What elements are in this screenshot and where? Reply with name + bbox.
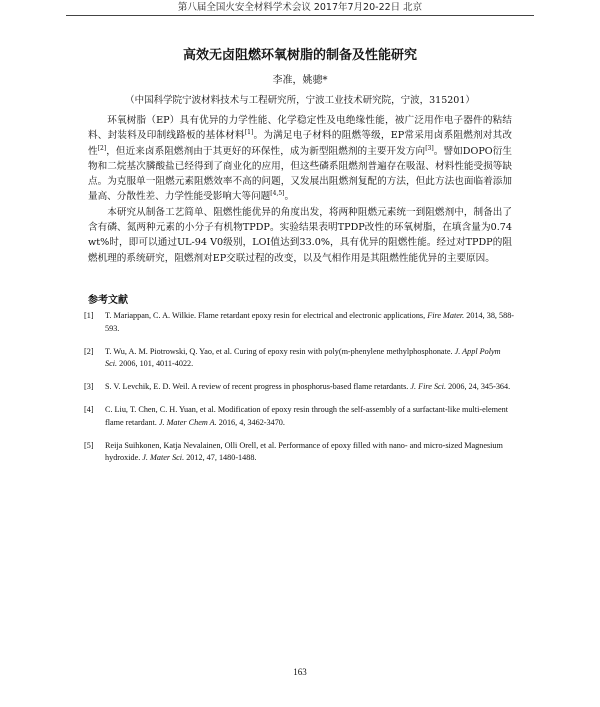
reference-details: 2006, 24, 345-364.	[446, 382, 511, 391]
paragraph-text: 环氧树脂（EP）具有优异的力学性能、化学稳定性及电绝缘性能，被广泛用作电子器件的粘结料、封装料及印制线路板的基体材料	[88, 115, 512, 142]
reference-journal: Fire Mater.	[427, 311, 465, 320]
reference-item	[84, 440, 514, 465]
reference-journal: J. Fire Sci.	[410, 382, 447, 391]
paragraph-text: 。譬如DOPO衍生物和二烷基次膦酸盐已经得到了商业化的应用，但这些磷系阻燃剂普遍存在吸湿、材料性能受损等缺点。为克服单一阻燃元素阻燃效率不高的问题，又发展出阻燃剂复配的方法，但此方法也面临着添加量高、分散性差、力学性能受影响大等问题	[88, 145, 512, 203]
paragraph-text: 本研究从制备工艺简单、阻燃性能优异的角度出发，将两种阻燃元素统一到阻燃剂中，制备出了含有磷、氮两种元素的小分子有机物TPDP。实验结果表明TPDP改性的环氧树脂，在填含量为0.74 wt%时，即可以通过UL-94 V0级别，LOI值达到33.0%，具有优异的阻燃性能。经过对TPDP的阻燃机理的系统研究，阻燃剂对EP交联过程的改变，以及气相作用是其阻燃性能优异的主要原因。	[88, 206, 512, 264]
citation-marker: [1]	[244, 129, 254, 137]
reference-text: S. V. Levchik, E. D. Weil. A review of recent progress in phosphorus-based flame retardants.	[105, 382, 411, 391]
reference-number: [3]	[84, 382, 94, 391]
reference-number: [2]	[84, 346, 94, 356]
paragraph-1	[88, 113, 512, 205]
citation-marker: [4,5]	[270, 190, 285, 198]
citation-marker: [3]	[425, 144, 434, 152]
reference-journal: J. Mater Chem A.	[158, 417, 217, 427]
reference-item	[84, 310, 514, 335]
paragraph-2	[88, 205, 512, 266]
reference-details: 2012, 47, 1480-1488.	[184, 453, 257, 462]
page-number: 163	[293, 667, 307, 677]
authors: 李准，姚骢*	[272, 75, 328, 86]
reference-number: [4]	[84, 405, 94, 414]
affiliation: （中国科学院宁波材料技术与工程研究所，宁波工业技术研究院，宁波，315201）	[125, 95, 475, 106]
paper-title: 高效无卤阻燃环氧树脂的制备及性能研究	[182, 48, 417, 63]
paragraph-text: ，但近来卤系阻燃剂由于其更好的环保性，成为新型阻燃剂的主要开发方向	[106, 145, 426, 157]
reference-list	[84, 310, 514, 475]
paragraph-text: 。	[284, 191, 295, 203]
reference-number: [5]	[84, 440, 94, 450]
reference-item	[84, 346, 514, 371]
reference-details: 2006, 101, 4011-4022.	[117, 359, 194, 368]
header-rule	[66, 15, 534, 16]
paragraph-text: 。为满足电子材料的阻燃等级，EP常采用卤系阻燃剂对其改性	[88, 130, 512, 157]
abstract-body	[88, 113, 512, 266]
reference-text: T. Wu, A. M. Piotrowski, Q. Yao, et al. Curing of epoxy resin with poly(m-phenylene methylphosphonate.	[105, 346, 455, 356]
reference-text: C. Liu, T. Chen, C. H. Yuan, et al. Modification of epoxy resin through the self-assembly of a surfactant-like multi-element flame retardant.	[105, 405, 508, 427]
reference-item	[84, 381, 514, 394]
conference-header: 第八届全国火安全材料学术会议 2017年7月20-22日 北京	[177, 2, 423, 13]
citation-marker: [2]	[97, 144, 107, 152]
reference-text: T. Mariappan, C. A. Wilkie. Flame retardant epoxy resin for electrical and electronic applications,	[105, 311, 428, 320]
reference-item	[84, 404, 514, 429]
references-heading: 参考文献	[88, 295, 128, 306]
reference-journal: J. Mater Sci.	[142, 453, 185, 462]
reference-journal: J. Appl Polym Sci.	[105, 346, 501, 368]
reference-details: 2016, 4, 3462-3470.	[216, 417, 285, 427]
reference-text: Reija Suihkonen, Katja Nevalainen, Olli Orell, et al. Performance of epoxy filled with nano- and micro-sized Magnesium hydroxide.	[105, 440, 503, 462]
reference-number: [1]	[84, 311, 94, 320]
reference-details: 2014, 38, 588-593.	[105, 311, 515, 333]
